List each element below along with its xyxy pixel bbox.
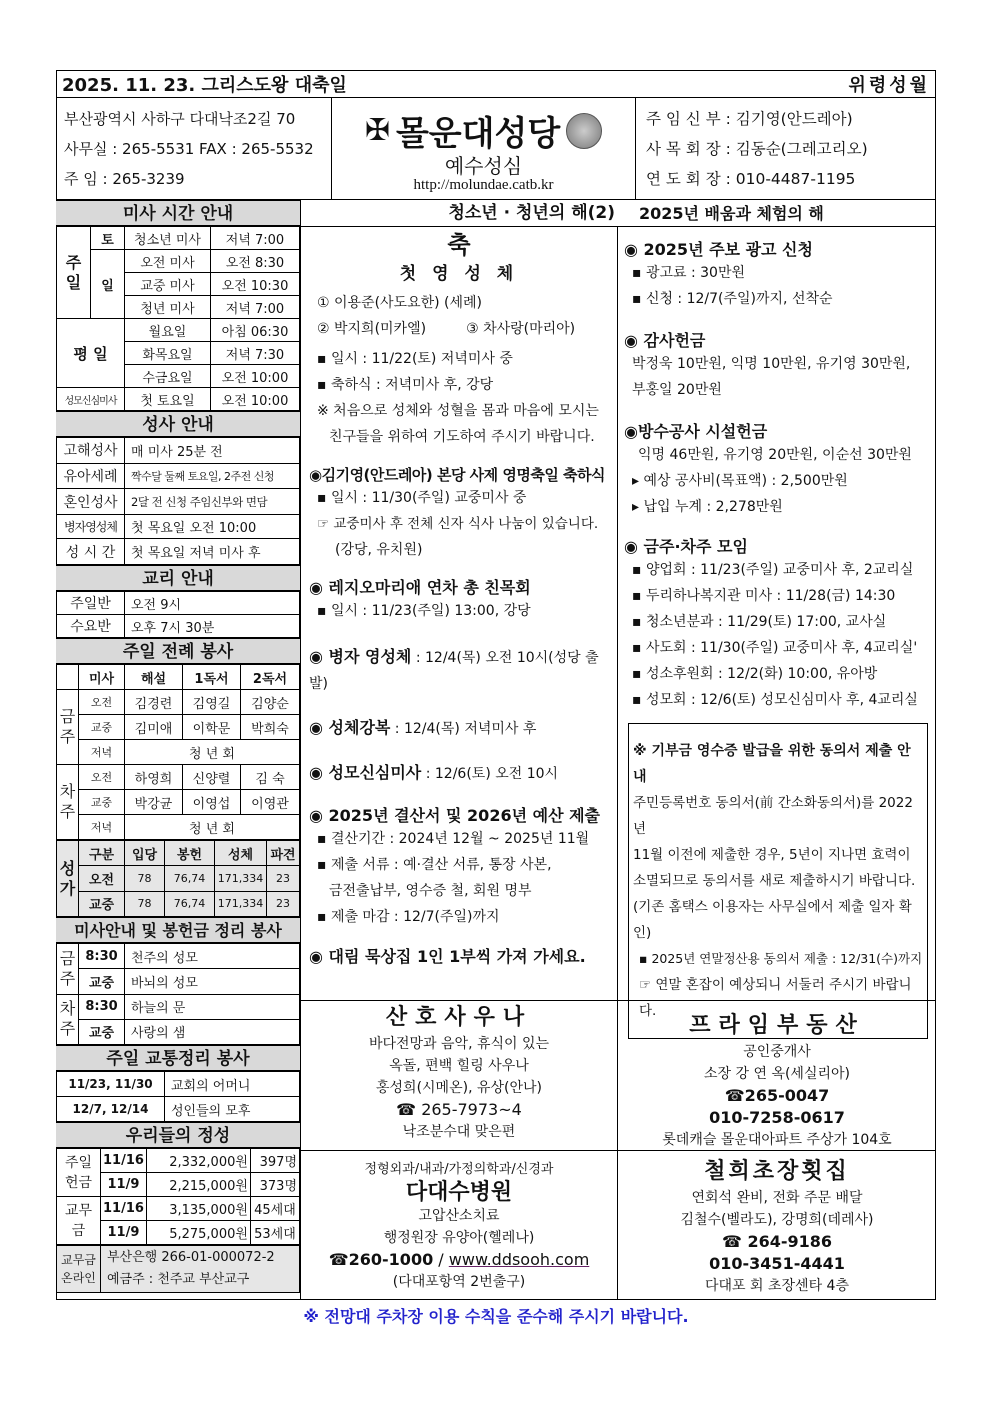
mass-name: 수금요일 [125, 365, 211, 388]
notice-line: 11월 이전에 제출한 경우, 5년이 지나면 효력이 [633, 847, 911, 863]
commentator: 김미애 [125, 715, 183, 740]
adoration-text: : 12/4(목) 저녁미사 후 [390, 721, 537, 737]
section-title: 미사안내 및 봉헌금 정리 봉사 [56, 917, 300, 943]
mass-name: 첫 토요일 [125, 388, 211, 411]
communicant: ① 이용준(사도요한) (세례) [317, 295, 483, 311]
date: 12/7, 12/14 [57, 1097, 165, 1122]
mass-label: 오전 [79, 690, 125, 715]
fc-item: ▪ 일시 : 11/22(토) 저녁미사 중 [317, 351, 513, 367]
group-name: 하늘의 문 [125, 994, 300, 1019]
youth-group: 청 년 회 [125, 815, 300, 840]
staff-prayer: 연 도 회 장 : 010-4487-1195 [646, 170, 856, 188]
label-marian: 성모신심미사 [57, 388, 125, 411]
count: 397명 [250, 1149, 299, 1173]
mass-label: 교중 [79, 1019, 125, 1044]
commentator: 박강균 [125, 790, 183, 815]
ad-line: 롯데캐슬 몰운대아파트 주상가 104호 [662, 1132, 892, 1148]
section-title: 미사 시간 안내 [56, 200, 300, 226]
ad-phone: 010-3451-4441 [709, 1254, 845, 1273]
date: 11/23, 11/30 [57, 1072, 165, 1097]
col-header: 구분 [79, 841, 125, 866]
theme-left: 청소년 · 청년의 해(2) [448, 203, 615, 223]
group-name: 천주의 성모 [125, 944, 300, 969]
legio-title: ◉ 레지오마리애 연차 총 친목회 [309, 578, 531, 597]
date: 11/9 [101, 1221, 147, 1245]
mass-time: 오전 10:00 [211, 365, 300, 388]
budget-item: 금전출납부, 영수증 철, 회원 명부 [329, 883, 532, 899]
parking-notice: ※ 전망대 주차장 이용 수칙을 준수해 주시기 바랍니다. [303, 1307, 689, 1326]
water-title: ◉방수공사 시설헌금 [624, 422, 768, 441]
pastor-phone: 주 임 : 265-3239 [64, 170, 185, 188]
label-next-week: 차주 [57, 994, 79, 1045]
notice-title: ※ 기부금 영수증 발급을 위한 동의서 제출 안내 [633, 743, 911, 785]
church-name: 몰운대성당 [395, 114, 561, 154]
label-weekday: 평 일 [57, 319, 125, 388]
col-header: 입당 [125, 841, 165, 866]
meetings-title: ◉ 금주·차주 모임 [624, 537, 748, 556]
sacraments-table [56, 437, 300, 565]
feast-item: ☞ 교중미사 후 전체 신자 식사 나눔이 있습니다. [317, 516, 599, 532]
website-link[interactable]: http://molundae.catb.kr [413, 177, 554, 193]
col-header: 파견 [267, 841, 300, 866]
label-sun: 일 [91, 250, 125, 319]
water-text: 익명 46만원, 유기영 20만원, 이순선 30만원 [638, 447, 912, 463]
col-header: 미사 [79, 665, 125, 690]
mass-time: 저녁 7:00 [211, 227, 300, 250]
budget-item: ▪ 제출 서류 : 예·결산 서류, 통장 사본, [317, 857, 552, 873]
col-header: 성체 [215, 841, 267, 866]
ad-subtitle: 정형외과/내과/가정의학과/신경과 [364, 1162, 554, 1177]
separator: / [438, 1250, 444, 1269]
water-item: ▸ 예상 공사비(목표액) : 2,500만원 [632, 473, 848, 489]
mass-time: 저녁 7:30 [211, 342, 300, 365]
communicant: ② 박지희(미카엘) [317, 321, 427, 337]
legio-item: ▪ 일시 : 11/23(주일) 13:00, 강당 [317, 603, 531, 619]
reader-2: 김 숙 [241, 765, 300, 790]
fc-note: 친구들을 위하여 기도하여 주시기 바랍니다. [329, 429, 595, 445]
meeting-item: ▪ 성모회 : 12/6(토) 성모신심미사 후, 4교리실 [632, 692, 918, 708]
mass-label: 교중 [79, 790, 125, 815]
water-item: ▸ 납입 누계 : 2,278만원 [632, 499, 783, 515]
sacrament-info: 매 미사 25분 전 [125, 438, 300, 464]
mass-name: 청소년 미사 [125, 227, 211, 250]
middle-column [300, 227, 618, 1000]
mass-time: 오전 10:30 [211, 273, 300, 296]
section-title: 성사 안내 [56, 411, 300, 437]
count: 45세대 [250, 1197, 299, 1221]
mass-name: 청년 미사 [125, 296, 211, 319]
section-title: 우리들의 정성 [56, 1122, 300, 1148]
budget-item: ▪ 제출 마감 : 12/7(주일)까지 [317, 909, 500, 925]
ad-phone: ☎265-0047 [724, 1086, 830, 1105]
label-choir: 성가 [57, 841, 79, 917]
mass-label: 교중 [79, 715, 125, 740]
marian-title: ◉ 성모신심미사 [309, 763, 422, 782]
class-time: 오전 9시 [125, 592, 300, 615]
left-column [56, 200, 300, 1293]
commentator: 김경련 [125, 690, 183, 715]
youth-group: 청 년 회 [125, 740, 300, 765]
hymn-recessional: 23 [267, 866, 300, 891]
ad-line: (다대포항역 2번출구) [392, 1274, 526, 1290]
sacrament-info: 첫 목요일 저녁 미사 후 [125, 539, 300, 565]
amount: 3,135,000원 [146, 1197, 250, 1221]
ad-line: 바다전망과 음악, 휴식이 있는 [368, 1036, 550, 1052]
count: 53세대 [250, 1221, 299, 1245]
mass-label: 교중 [79, 891, 125, 916]
date: 11/9 [101, 1173, 147, 1197]
ad-phone: ☎260-1000 [328, 1250, 434, 1269]
label-sunday: 주일 [57, 227, 91, 319]
mass-name: 화목요일 [125, 342, 211, 365]
ad-line: 옥돌, 편백 힐링 사우나 [389, 1058, 529, 1074]
mass-time: 저녁 7:00 [211, 296, 300, 319]
ad-line: 소장 강 연 옥(세실리아) [704, 1066, 850, 1082]
mass-label: 교중 [79, 969, 125, 994]
ad-item: ▪ 광고료 : 30만원 [632, 265, 745, 281]
ad-realty [618, 1000, 936, 1150]
hospital-website-link[interactable]: www.ddsooh.com [448, 1250, 590, 1269]
liturgy-table [56, 664, 300, 840]
hymn-communion: 171,334 [215, 891, 267, 916]
staff-pastor: 주 임 신 부 : 김기영(안드레아) [646, 110, 853, 128]
ad-title: ◉ 2025년 주보 광고 신청 [624, 240, 813, 259]
reader-2: 박희숙 [241, 715, 300, 740]
mass-name: 월요일 [125, 319, 211, 342]
budget-item: ▪ 결산기간 : 2024년 12월 ~ 2025년 11월 [317, 831, 590, 847]
ad-line: 다대포 회 초장센타 4층 [705, 1278, 849, 1294]
ad-line: 낙조분수대 맞은편 [402, 1124, 516, 1140]
reader-2: 이영관 [241, 790, 300, 815]
ad-phone: ☎ 265-7973~4 [396, 1100, 522, 1119]
contact-block [56, 98, 332, 199]
theme-banner [300, 200, 936, 227]
ushers-table [56, 943, 300, 1045]
label-dues: 교무금 [57, 1197, 101, 1245]
hymn-recessional: 23 [267, 891, 300, 916]
mass-name: 교중 미사 [125, 273, 211, 296]
label-sat: 토 [91, 227, 125, 250]
mass-label: 8:30 [79, 944, 125, 969]
first-communion-title: 첫 영 성 체 [399, 264, 519, 284]
label-this-week: 금주 [57, 944, 79, 995]
group-name: 바뇌의 성모 [125, 969, 300, 994]
hymn-offertory: 76,74 [165, 891, 215, 916]
col-header: 봉헌 [165, 841, 215, 866]
bank-account: 부산은행 266-01-000072-2 [107, 1250, 275, 1265]
sacrament-name: 병자영성체 [57, 514, 125, 538]
fc-item: ▪ 축하식 : 저녁미사 후, 강당 [317, 377, 494, 393]
ad-item: ▪ 신청 : 12/7(주일)까지, 선착순 [632, 291, 833, 307]
staff-council: 사 목 회 장 : 김동순(그레고리오) [646, 140, 868, 158]
hymn-entrance: 78 [125, 891, 165, 916]
adoration-title: ◉ 성체강복 [309, 718, 391, 737]
notice-line: ☞ 연말 혼잡이 예상되니 서둘러 주시기 바랍니다. [639, 977, 912, 1019]
group-name: 성인들의 모후 [165, 1097, 300, 1122]
logo-block [332, 98, 636, 199]
sacrament-name: 유아세례 [57, 463, 125, 489]
mass-label: 오전 [79, 765, 125, 790]
ad-line: 연회석 완비, 전화 주문 배달 [691, 1190, 863, 1206]
staff-block [636, 98, 936, 199]
thanks-text: 박정욱 10만원, 익명 10만원, 유기영 30만원, [632, 356, 911, 372]
class-name: 수요반 [57, 615, 125, 638]
sacrament-name: 성 시 간 [57, 539, 125, 565]
mass-label: 8:30 [79, 994, 125, 1019]
ad-phone: 010-7258-0617 [709, 1108, 845, 1127]
meeting-item: ▪ 청소년분과 : 11/29(토) 17:00, 교사실 [632, 614, 887, 630]
ad-line: 행정원장 유양아(헬레나) [383, 1230, 535, 1246]
sick-title: ◉ 병자 영성체 [309, 647, 412, 666]
mass-times-table [56, 226, 300, 411]
fc-note: ※ 처음으로 성체와 성혈을 몸과 마음에 모시는 [317, 403, 599, 419]
offerings-table [56, 1148, 300, 1245]
feast-title: ◉김기영(안드레아) 본당 사제 영명축일 축하식 [309, 466, 606, 484]
sacrament-info: 짝수달 둘째 토요일, 2주전 신청 [125, 463, 300, 489]
feast-item: ▪ 일시 : 11/30(주일) 교중미사 중 [317, 490, 527, 506]
sacrament-info: 첫 목요일 오전 10:00 [125, 514, 300, 538]
ad-title: 다대수병원 [405, 1180, 513, 1205]
advent-notice: ◉ 대림 묵상집 1인 1부씩 가져 가세요. [309, 947, 586, 966]
meeting-item: ▪ 성소후원회 : 12/2(화) 10:00, 유아방 [632, 666, 878, 682]
celebration-wreath-icon: 축 [447, 231, 471, 259]
feast-item: (강당, 유치원) [335, 542, 423, 558]
header-bar [56, 70, 936, 98]
ad-line: 고압산소치료 [418, 1208, 500, 1224]
meeting-item: ▪ 사도회 : 11/30(주일) 교중미사 후, 4교리실' [632, 640, 918, 656]
sick-text: : 12/4(목) 오전 10시(성당 출발) [309, 650, 599, 692]
church-logo-icon: ✠ [364, 113, 390, 148]
notice-line: (기존 홈택스 이용자는 사무실에서 제출 일자 확인) [633, 899, 912, 941]
reader-1: 신양렬 [183, 765, 241, 790]
section-title: 주일 교통정리 봉사 [56, 1045, 300, 1071]
donation-receipt-notice [628, 723, 928, 1039]
col-header: 해설 [125, 665, 183, 690]
church-seal-icon [566, 113, 602, 149]
sacrament-name: 혼인성사 [57, 489, 125, 515]
reader-2: 김양순 [241, 690, 300, 715]
notice-line: ▪ 2025년 연말정산용 동의서 제출 : 12/31(수)까지 [639, 951, 923, 966]
meeting-item: ▪ 두리하나복지관 미사 : 11/28(금) 14:30 [632, 588, 896, 604]
col-header: 1독서 [183, 665, 241, 690]
group-name: 교회의 어머니 [165, 1072, 300, 1097]
catechism-table [56, 591, 300, 638]
mass-time: 아침 06:30 [211, 319, 300, 342]
hymn-entrance: 78 [125, 866, 165, 891]
meeting-item: ▪ 양업회 : 11/23(주일) 교중미사 후, 2교리실 [632, 562, 914, 578]
hymn-offertory: 76,74 [165, 866, 215, 891]
date: 11/16 [101, 1197, 147, 1221]
ad-phone: ☎ 264-9186 [721, 1232, 833, 1251]
sacrament-name: 고해성사 [57, 438, 125, 464]
amount: 2,332,000원 [146, 1149, 250, 1173]
budget-title: ◉ 2025년 결산서 및 2026년 예산 제출 [309, 806, 601, 825]
season-label: 위령성월 [848, 74, 930, 96]
marian-text: : 12/6(토) 오전 10시 [421, 766, 559, 782]
traffic-table [56, 1071, 300, 1122]
ad-sauna [300, 1000, 618, 1150]
hymn-communion: 171,334 [215, 866, 267, 891]
col-header: 2독서 [241, 665, 300, 690]
date-title: 2025. 11. 23. 그리스도왕 대축일 [62, 74, 347, 96]
mass-time: 오전 8:30 [211, 250, 300, 273]
motto: 예수성심 [444, 154, 523, 178]
ad-line: 김철수(벨라도), 강명희(데레사) [680, 1212, 874, 1228]
section-title: 교리 안내 [56, 565, 300, 591]
communicant: ③ 차사랑(마리아) [466, 321, 576, 337]
label-this-week: 금주 [57, 690, 79, 765]
amount: 2,215,000원 [146, 1173, 250, 1197]
thanks-title: ◉ 감사헌금 [624, 331, 706, 350]
sacrament-info: 2달 전 신청 주임신부와 면담 [125, 489, 300, 515]
mass-label: 오전 [79, 866, 125, 891]
ad-sashimi [618, 1150, 936, 1300]
ad-title: 프라임부동산 [689, 1013, 865, 1038]
class-name: 주일반 [57, 592, 125, 615]
reader-1: 이학문 [183, 715, 241, 740]
account-holder: 예금주 : 천주교 부산교구 [107, 1272, 250, 1287]
commentator: 하영희 [125, 765, 183, 790]
section-title: 주일 전례 봉사 [56, 638, 300, 664]
mass-name: 오전 미사 [125, 250, 211, 273]
reader-1: 김영길 [183, 690, 241, 715]
ad-title: 산호사우나 [385, 1005, 533, 1030]
notice-line: 소멸되므로 동의서를 새로 제출하시기 바랍니다. [633, 873, 916, 889]
right-column [618, 227, 936, 1019]
reader-1: 이영섭 [183, 790, 241, 815]
mass-label: 저녁 [79, 815, 125, 840]
ad-hospital [300, 1150, 618, 1300]
address: 부산광역시 사하구 다대낙조2길 70 [64, 110, 296, 128]
choir-table [56, 840, 300, 917]
office-phone: 사무실 : 265-5531 FAX : 265-5532 [64, 140, 314, 158]
theme-right: 2025년 배움과 체험의 해 [639, 204, 824, 223]
date: 11/16 [101, 1149, 147, 1173]
mass-time: 오전 10:00 [211, 388, 300, 411]
label-sunday-offering: 주일 헌금 [57, 1149, 101, 1197]
notice-line: 주민등록번호 동의서(前 간소화동의서)를 2022년 [633, 795, 913, 837]
thanks-text: 부홍일 20만원 [632, 382, 722, 398]
ad-line: 홍성희(시메온), 유상(안나) [376, 1080, 542, 1096]
ad-line: 공인중개사 [743, 1044, 811, 1060]
label-online-dues: 교무금 온라인 [57, 1246, 101, 1293]
class-time: 오후 7시 30분 [125, 615, 300, 638]
group-name: 사랑의 샘 [125, 1019, 300, 1044]
amount: 5,275,000원 [146, 1221, 250, 1245]
online-dues-table [56, 1245, 300, 1293]
count: 373명 [250, 1173, 299, 1197]
mass-label: 저녁 [79, 740, 125, 765]
header-info [56, 98, 936, 200]
ad-title: 철희초장횟집 [704, 1159, 850, 1184]
label-next-week: 차주 [57, 765, 79, 840]
